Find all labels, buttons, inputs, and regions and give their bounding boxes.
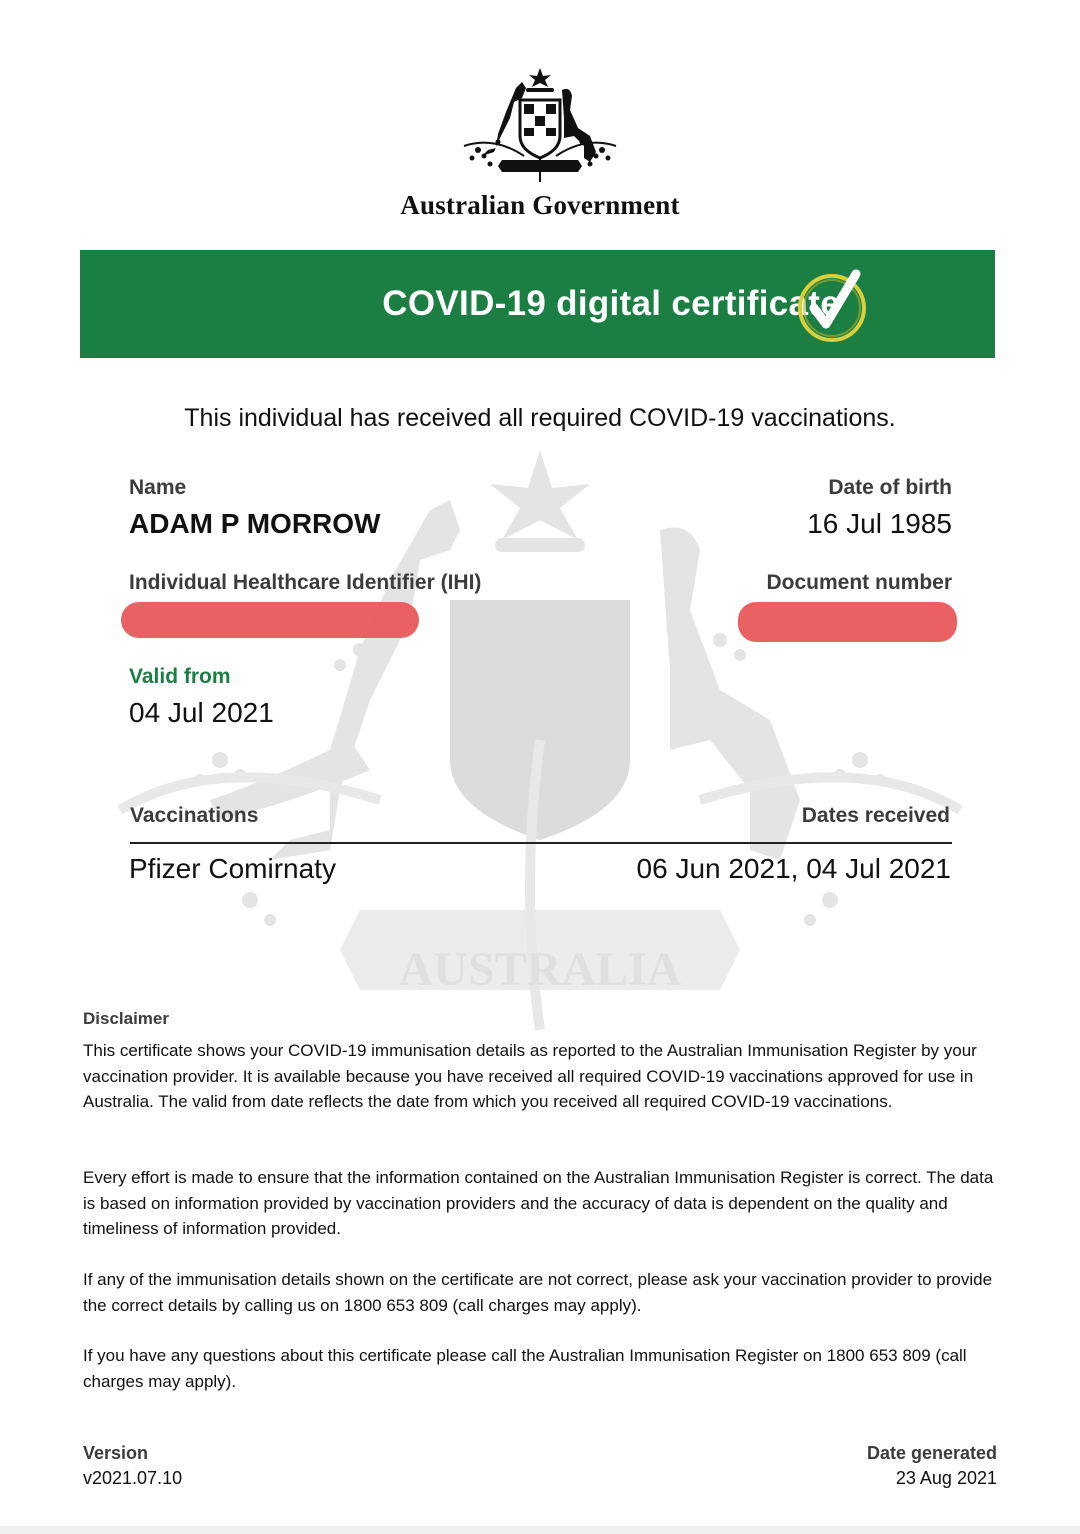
name-label: Name [129,476,187,499]
vaccination-status-statement: This individual has received all required COVID-19 vaccinations. [184,404,896,432]
disclaimer-paragraph: If you have any questions about this certificate please call the Australian Immunisation Register on 1800 653 809 (call charges may apply). [83,1346,967,1391]
disclaimer-paragraph: This certificate shows your COVID-19 immunisation details as reported to the Australian Immunisation Register by your vaccination provider. It is available because you have received all required COVID-19 vaccinations approved for use in Australia. The valid from date reflects the date from which you received all required COVID-19 vaccinations. [83,1041,977,1111]
government-crest-logo [458,64,622,186]
version-label: Version [83,1443,149,1463]
dates-received-label: Dates received [801,804,950,827]
document-number-label: Document number [766,571,952,594]
name-value: ADAM P MORROW [129,508,381,539]
date-of-birth-label: Date of birth [828,476,952,499]
version-value: v2021.07.10 [83,1468,183,1488]
vaccine-name: Pfizer Comirnaty [129,853,336,884]
vaccinations-divider [130,842,952,844]
disclaimer-paragraph: If any of the immunisation details shown on the certificate are not correct, please ask your vaccination provider to provide the correct details by calling us on 1800 653 809 (call charges may apply). [83,1270,993,1315]
vaccinations-label: Vaccinations [130,804,259,827]
ihi-label: Individual Healthcare Identifier (IHI) [129,571,482,594]
valid-from-value: 04 Jul 2021 [129,697,274,728]
government-name: Australian Government [400,190,680,220]
document-number-redaction [738,602,957,642]
circle-check-icon [794,264,874,344]
certificate-title: COVID-19 digital certificate [382,284,840,323]
date-generated-label: Date generated [866,1443,997,1463]
page-bottom-edge [0,1526,1080,1534]
certificate-banner [80,250,995,358]
disclaimer-paragraph: Every effort is made to ensure that the information contained on the Australian Immunisation Register is correct. The data is based on information provided by vaccination providers and the accuracy of data is dependent on the quality and timeliness of information provided. [83,1168,994,1238]
vaccination-dates: 06 Jun 2021, 04 Jul 2021 [636,853,951,884]
valid-from-label: Valid from [129,665,231,688]
disclaimer-heading: Disclaimer [83,1009,169,1028]
watermark-label: AUSTRALIA [398,943,682,996]
date-of-birth-value: 16 Jul 1985 [807,508,952,539]
date-generated-value: 23 Aug 2021 [895,1468,997,1488]
ihi-redaction [121,602,419,638]
